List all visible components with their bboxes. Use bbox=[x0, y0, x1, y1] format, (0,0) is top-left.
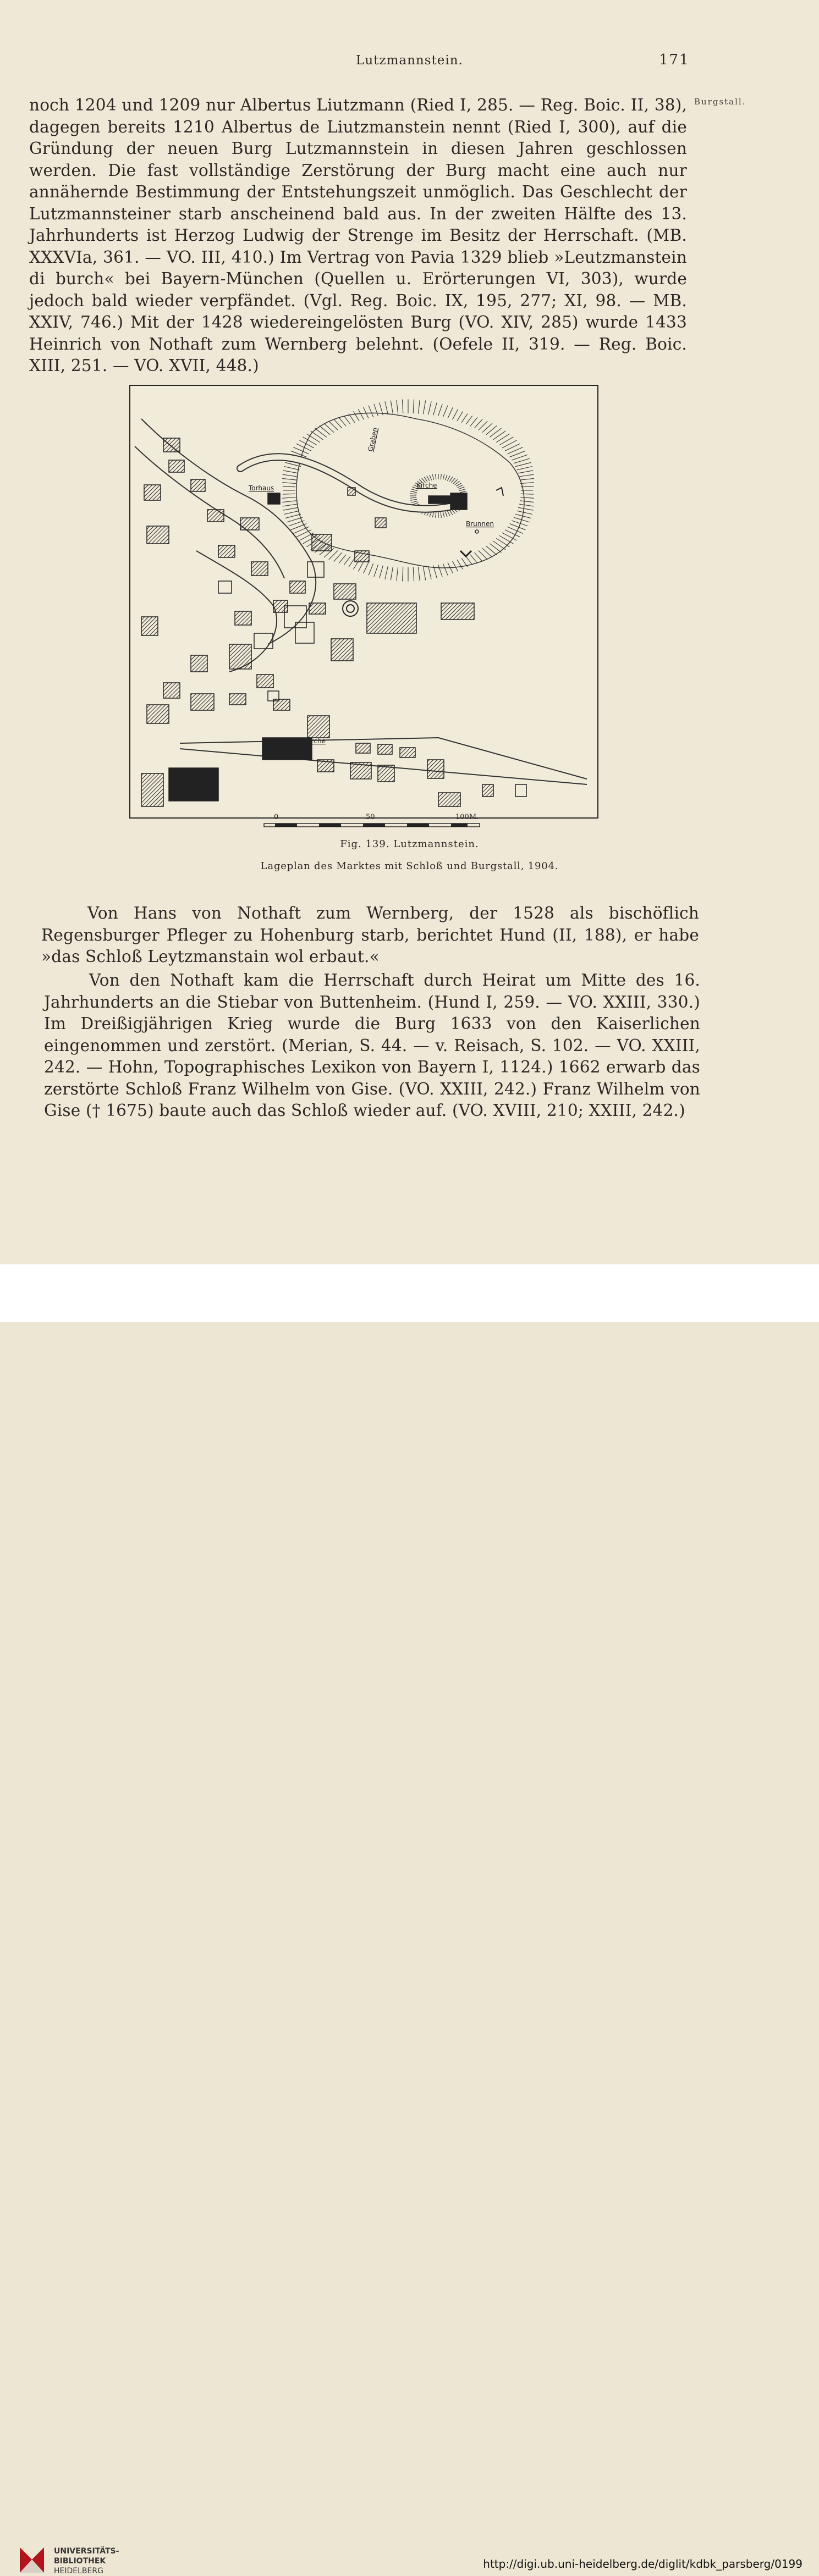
hachure-line bbox=[459, 489, 466, 491]
hachure-line bbox=[490, 428, 501, 437]
hachure-line bbox=[385, 401, 388, 414]
hachure-line bbox=[282, 501, 296, 502]
buildings bbox=[141, 438, 526, 806]
hachure-line bbox=[374, 565, 378, 577]
hachure-line bbox=[282, 478, 296, 480]
hachure-line bbox=[283, 474, 298, 477]
hachure-line bbox=[349, 558, 355, 567]
label-schloss: Schloss bbox=[194, 793, 218, 801]
hachure-line bbox=[459, 487, 465, 489]
scale-bar bbox=[259, 811, 490, 833]
hachure-line bbox=[282, 483, 296, 484]
library-name-line-2: BIBLIOTHEK bbox=[54, 2557, 106, 2566]
hachure-line bbox=[517, 511, 532, 514]
hachure-line bbox=[438, 565, 443, 577]
hachure-line bbox=[380, 566, 383, 578]
hachure-line bbox=[520, 478, 534, 480]
library-footer bbox=[0, 1264, 819, 2575]
hachure-line bbox=[369, 563, 373, 575]
hachure-line bbox=[490, 544, 501, 552]
hachure-line bbox=[424, 401, 426, 414]
hachure-line bbox=[410, 497, 416, 498]
hachure-line bbox=[339, 417, 346, 426]
hachure-line bbox=[358, 561, 364, 572]
hachure-line bbox=[496, 434, 509, 443]
hachure-line bbox=[475, 552, 483, 561]
hachure-line bbox=[445, 512, 447, 517]
scale-max: 100M. bbox=[455, 813, 479, 821]
hachure-line bbox=[320, 425, 331, 435]
library-logo-icon bbox=[18, 2545, 46, 2575]
hachure-line bbox=[344, 416, 350, 424]
hachure-line bbox=[499, 535, 514, 544]
hachure-line bbox=[447, 511, 450, 516]
hachure-line bbox=[413, 567, 414, 582]
figure-subcaption: Lageplan des Marktes mit Schloß und Burgstall, 1904. bbox=[260, 860, 559, 872]
book-page bbox=[0, 0, 819, 1264]
hachure-line bbox=[334, 552, 342, 561]
label-brunnen: Brunnen bbox=[466, 520, 494, 528]
hachure-line bbox=[519, 474, 534, 477]
hachure-line bbox=[432, 512, 434, 517]
hachure-line bbox=[505, 530, 520, 537]
library-name-line-1: UNIVERSITÄTS- bbox=[54, 2547, 119, 2556]
hachure-line bbox=[344, 556, 350, 565]
hachure-line bbox=[354, 411, 360, 421]
hachure-line bbox=[449, 510, 453, 515]
hachure-line bbox=[453, 561, 458, 572]
hachure-line bbox=[358, 410, 364, 420]
hachure-line bbox=[433, 402, 437, 415]
hachure-line bbox=[285, 514, 301, 518]
hachure-line bbox=[493, 431, 505, 440]
hachure-line bbox=[453, 410, 458, 420]
hachure-line bbox=[443, 474, 444, 480]
label-torhaus: Torhaus bbox=[249, 484, 274, 492]
hachure-line bbox=[283, 507, 299, 510]
hachure-line bbox=[418, 400, 420, 413]
hachure-line bbox=[518, 507, 534, 510]
margin-note: Burgstall. bbox=[694, 97, 746, 107]
hachure-line bbox=[283, 471, 299, 473]
hachure-line bbox=[385, 566, 388, 579]
hachure-line bbox=[519, 504, 534, 506]
hachure-line bbox=[430, 475, 432, 480]
hachure-line bbox=[424, 567, 426, 581]
site-plan-figure bbox=[129, 385, 598, 819]
hachure-line bbox=[303, 437, 317, 445]
label-graben: Graben bbox=[366, 427, 380, 452]
hachure-line bbox=[486, 546, 497, 555]
hachure-line bbox=[449, 477, 453, 482]
hachure-line bbox=[461, 414, 468, 423]
hachure-line bbox=[466, 416, 472, 424]
hachure-line bbox=[502, 533, 517, 540]
hachure-line bbox=[515, 462, 531, 466]
paragraph-1: noch 1204 und 1209 nur Albertus Liutzmann (Ried I, 285. — Reg. Boic. II, 38), dagegen bereits 1210 Albertus de Liutzmanstein nennt (Ried I, 300), auf die Gründung der neuen Burg Lutzmannstein in diesen Jahren geschlossen werden. Die fast vollständige Zerstörung der Burg macht eine auch nur annähernde Bestimmung der Entstehungszeit unmöglich. Das Geschlecht der Lutzmannsteiner starb anscheinend bald aus. In der zweiten Hälfte des 13. Jahrhunderts ist Herzog Ludwig der Strenge im Besitz der Herrschaft. (MB. XXXVIa, 361. — VO. III, 410.) Im Vertrag von Pavia 1329 blieb »Leutzmanstein di burch« bei Bayern-München (Quellen u. Erörterungen VI, 303), wurde jedoch bald wieder verpfändet. (Vgl. Reg. Boic. IX, 195, 277; XI, 98. — MB. XXIV, 746.) Mit der 1428 wiedereingelösten Burg (VO. XIV, 285) wurde 1433 Heinrich von Nothaft zum Wernberg belehnt. (Oefele II, 319. — Reg. Boic. XIII, 251. — VO. XVII, 448.) bbox=[29, 96, 687, 375]
hachure-line bbox=[334, 419, 342, 428]
permalink-url[interactable]: http://digi.ub.uni-heidelberg.de/diglit/kdbk_parsberg/0199 bbox=[483, 2557, 802, 2571]
hachure-line bbox=[413, 400, 414, 414]
hachure-line bbox=[283, 504, 298, 506]
hachure-line bbox=[339, 555, 346, 563]
hachure-line bbox=[428, 566, 432, 579]
hachure-line bbox=[397, 567, 398, 581]
hachure-line bbox=[514, 458, 530, 463]
hachure-line bbox=[315, 428, 327, 437]
hachure-line bbox=[369, 406, 373, 417]
hachure-line bbox=[391, 401, 393, 414]
hachure-line bbox=[391, 567, 393, 581]
hachure-line bbox=[427, 476, 430, 481]
hachure-line bbox=[486, 425, 497, 435]
hachure-line bbox=[443, 406, 448, 417]
hachure-line bbox=[443, 512, 444, 517]
label-kirche: Kirche bbox=[416, 482, 437, 489]
hachure-line bbox=[466, 556, 472, 565]
library-name bbox=[54, 2546, 119, 2576]
hachure-line bbox=[502, 440, 517, 448]
hachure-line bbox=[296, 530, 311, 537]
site-plan-map bbox=[130, 386, 597, 817]
well-circle bbox=[343, 601, 358, 616]
scale-mid: 50 bbox=[366, 813, 375, 821]
hachure-line bbox=[284, 467, 299, 470]
hachure-line bbox=[284, 511, 299, 514]
hachure-line bbox=[520, 501, 534, 502]
hachure-line bbox=[424, 477, 427, 482]
paragraph-3: Von den Nothaft kam die Herrschaft durch Heirat um Mitte des 16. Jahrhunderts an die Stiebar von Buttenheim. (Hund I, 259. — VO. XXIII, 330.) Im Dreißigjährigen Krieg wurde die Burg 1633 von den Kaiserlichen eingenommen und zerstört. (Merian, S. 44. — v. Reisach, S. 102. — VO. XXIII, 242. — Hohn, Topographisches Lexikon von Bayern I, 1124.) 1662 erwarb das zerstörte Schloß Franz Wilhelm von Gise. (VO. XXIII, 242.) Franz Wilhelm von Gise († 1675) baute auch das Schloß wieder auf. (VO. XVIII, 210; XXIII, 242.) bbox=[44, 971, 700, 1120]
hachure-line bbox=[448, 407, 453, 418]
page-number: 171 bbox=[659, 52, 690, 68]
hachure-line bbox=[520, 497, 534, 499]
running-title: Lutzmannstein. bbox=[356, 53, 463, 68]
hachure-line bbox=[287, 517, 303, 522]
hachure-line bbox=[364, 562, 369, 573]
hachure-line bbox=[470, 555, 477, 563]
figure-caption: Fig. 139. Lutzmannstein. bbox=[340, 838, 479, 850]
scale-zero: 0 bbox=[274, 813, 279, 821]
hachure-line bbox=[402, 400, 403, 414]
hachure-line bbox=[447, 476, 450, 481]
hachure-line bbox=[520, 483, 534, 484]
hachure-line bbox=[282, 497, 296, 499]
hachure-line bbox=[410, 491, 417, 493]
hachure-line bbox=[505, 444, 520, 451]
hachure-line bbox=[418, 567, 420, 581]
hachure-line bbox=[432, 474, 434, 480]
hachure-line bbox=[470, 417, 477, 426]
hachure-line bbox=[460, 491, 466, 493]
library-name-line-3: HEIDELBERG bbox=[54, 2567, 103, 2575]
hachure-line bbox=[499, 437, 514, 445]
paragraph-2: Von Hans von Nothaft zum Wernberg, der 1528 als bischöflich Regensburger Pfleger zu Hohenburg starb, berichtet Hund (II, 188), er habe »das Schloß Leytzmanstain wol erbaut.« bbox=[41, 904, 699, 966]
hachure-line bbox=[438, 404, 443, 416]
hachure-line bbox=[411, 489, 418, 491]
hachure-line bbox=[397, 400, 398, 413]
hachure-line bbox=[374, 404, 378, 416]
hachure-line bbox=[475, 419, 483, 428]
hachure-line bbox=[445, 475, 447, 480]
label-pfarrkirche: Pfarrkirche bbox=[290, 737, 326, 745]
hachure-line bbox=[411, 501, 418, 502]
hachure-line bbox=[518, 471, 534, 473]
hachure-line bbox=[457, 411, 463, 421]
hachure-line bbox=[428, 401, 432, 414]
hachure-line bbox=[410, 499, 417, 500]
hachure-line bbox=[457, 560, 463, 570]
hachure-line bbox=[517, 467, 532, 470]
hachure-line bbox=[402, 567, 403, 582]
hachure-line bbox=[443, 563, 448, 575]
hachure-line bbox=[496, 538, 509, 547]
